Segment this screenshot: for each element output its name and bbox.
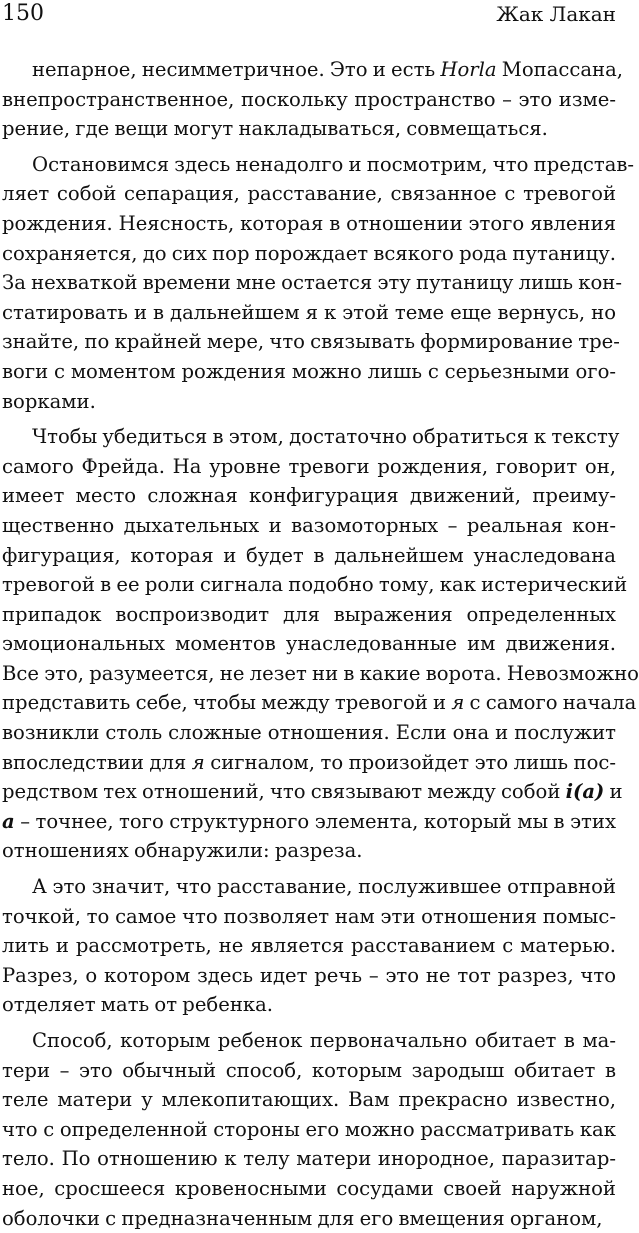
text-run: Все это, разумеется, не лезет ни в какие ворота. Невозможно — [2, 661, 639, 685]
text-run: эмоциональных моментов унаследованные им движения. — [2, 632, 616, 656]
text-line — [2, 718, 616, 748]
text-line — [2, 239, 616, 269]
text-run: Мопассана, — [496, 58, 624, 81]
running-head — [2, 0, 616, 30]
text-run: теле матери у млекопитающих. Вам прекрасно известно, — [2, 1088, 616, 1112]
paragraph — [2, 55, 624, 144]
italic-run: я — [451, 691, 465, 715]
text-line — [2, 629, 616, 659]
text-run: лить и рассмотреть, не является расставанием с матерью. — [2, 934, 616, 958]
text-line — [2, 931, 616, 961]
text-line — [2, 357, 616, 387]
text-run: А это значит, что расставание, послужившее отправной — [32, 875, 616, 899]
text-run: имеет место сложная конфигурация движений, преиму- — [2, 484, 616, 508]
text-line — [2, 298, 616, 328]
text-run: ляет собой сепарация, расставание, связанное с тревогой — [2, 182, 616, 206]
italic-run: i(a) — [565, 780, 605, 804]
text-run: – точнее, того структурного элемента, который мы в этих — [14, 809, 616, 833]
text-line — [2, 85, 616, 115]
running-title: Жак Лакан — [496, 2, 616, 26]
text-line — [2, 327, 620, 357]
text-run: сохраняется, до сих пор порождает всякого рода путаницу. — [2, 241, 616, 265]
text-line — [2, 268, 622, 298]
text-run: что с определенной стороны его можно рассматривать как — [2, 1117, 616, 1141]
text-run: внепространственное, поскольку пространство – это изме- — [2, 87, 616, 111]
text-line — [2, 511, 616, 541]
text-line — [2, 807, 616, 837]
text-line — [2, 209, 616, 239]
text-run: непарное, несимметричное. Это и есть — [32, 58, 441, 81]
text-line — [2, 452, 616, 482]
text-run: с самого начала — [464, 691, 637, 715]
text-line — [2, 150, 635, 180]
text-run: знайте, по крайней мере, что связывать формирование тре- — [2, 330, 620, 354]
text-run: Остановимся здесь ненадолго и посмотрим, что представ- — [32, 152, 635, 176]
text-line — [2, 748, 616, 778]
text-run: отношениях обнаружили: разреза. — [2, 839, 363, 863]
text-line — [2, 777, 623, 807]
text-line — [2, 541, 616, 571]
text-run: рение, где вещи могут накладываться, совмещаться. — [2, 117, 548, 141]
text-line — [2, 961, 616, 991]
text-run: ворками. — [2, 389, 96, 413]
text-run: фигурация, которая и будет в дальнейшем унаследована — [2, 543, 616, 567]
text-line — [2, 570, 628, 600]
text-line — [2, 659, 639, 689]
text-line — [2, 688, 637, 718]
text-line — [2, 872, 616, 902]
text-run: тело. По отношению к телу матери инородное, паразитар- — [2, 1147, 616, 1171]
text-run: и — [604, 780, 623, 804]
page-number: 150 — [2, 1, 44, 26]
paragraph — [2, 872, 616, 1020]
text-line — [2, 902, 616, 932]
italic-run: a — [2, 809, 15, 833]
text-run: воги с моментом рождения можно лишь с серьезными ого- — [2, 359, 616, 383]
italic-run: Horla — [440, 58, 497, 81]
text-line — [2, 600, 616, 630]
body-text — [2, 55, 639, 1233]
text-run: Разрез, о котором здесь идет речь – это не тот разрез, что — [2, 963, 616, 987]
text-line — [2, 481, 616, 511]
text-run: самого Фрейда. На уровне тревоги рождения, говорит он, — [2, 454, 616, 478]
paragraph — [2, 150, 635, 416]
text-line — [2, 990, 616, 1020]
text-run: Способ, которым ребенок первоначально обитает в ма- — [32, 1029, 616, 1052]
text-line — [2, 1056, 616, 1086]
text-run: припадок воспроизводит для выражения определенных — [2, 602, 616, 626]
paragraph — [2, 1026, 616, 1233]
text-run: За нехваткой времени мне остается эту путаницу лишь кон- — [2, 271, 622, 295]
text-line — [2, 1204, 616, 1233]
text-line — [2, 422, 620, 452]
text-run: щественно дыхательных и вазомоторных – реальная кон- — [2, 513, 616, 537]
text-run: возникли столь сложные отношения. Если она и послужит — [2, 721, 616, 745]
text-run: впоследствии для — [2, 750, 192, 774]
text-run: точкой, то самое что позволяет нам эти отношения помыс- — [2, 904, 616, 928]
italic-run: я — [191, 750, 205, 774]
text-line — [2, 179, 616, 209]
text-line — [2, 836, 616, 866]
text-line — [2, 1144, 616, 1174]
text-run: рождения. Неясность, которая в отношении этого явления — [2, 211, 616, 235]
text-run: тревогой в ее роли сигнала подобно тому, как истерический — [2, 573, 628, 597]
text-run: сигналом, то произойдет это лишь пос- — [204, 750, 616, 774]
text-line — [2, 114, 616, 144]
text-run: статировать и в дальнейшем я к этой теме еще вернусь, но — [2, 300, 616, 324]
text-run: Чтобы убедиться в этом, достаточно обратиться к тексту — [32, 425, 620, 449]
text-run: оболочки с предназначенным для его вмещения органом, — [2, 1206, 603, 1230]
text-line — [2, 1085, 616, 1115]
text-run: редством тех отношений, что связывают между собой — [2, 780, 566, 804]
text-run: ное, сросшееся кровеносными сосудами своей наружной — [2, 1176, 616, 1200]
paragraph — [2, 422, 639, 866]
text-run: отделяет мать от ребенка. — [2, 993, 274, 1017]
text-line — [2, 1174, 616, 1204]
text-line — [2, 1026, 616, 1056]
text-line — [2, 387, 616, 417]
text-line — [2, 1115, 616, 1145]
text-line — [2, 55, 624, 85]
text-run: представить себе, чтобы между тревогой и — [2, 691, 452, 715]
text-run: тери – это обычный способ, которым зародыш обитает в — [2, 1058, 616, 1082]
